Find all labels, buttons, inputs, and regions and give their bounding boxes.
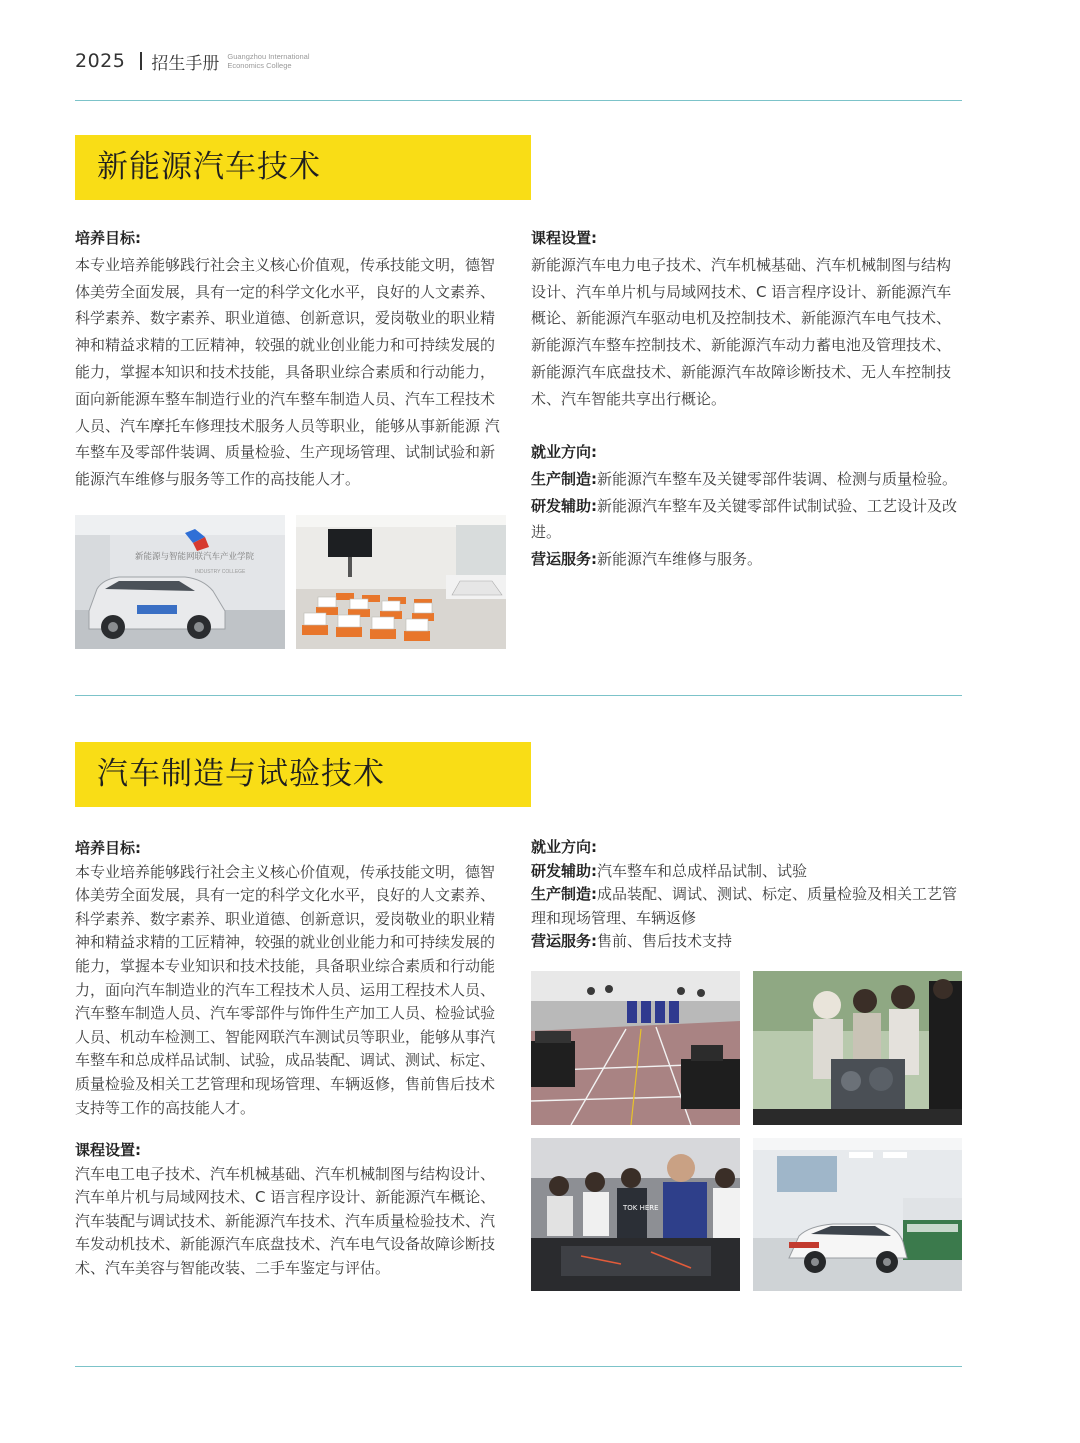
section-2-course-heading: 课程设置: <box>75 1141 141 1159</box>
section-1-goal-text: 本专业培养能够践行社会主义核心价值观，传承技能文明，德智体美劳全面发展，具有一定的科学文化水平，良好的人文素养、科学素养、数字素养、职业道德、创新意识，爱岗敬业的职业精神和精益求精的工匠精神，较强的就业创业能力和可持续发展的能力，掌握本知识和技术技能，具备职业综合素质和行动能力，面向新能源车整车制造行业的汽车整车制造人员、汽车工程技术人员、汽车摩托车修理技术服务人员等职业，能够从事新能源 汽车整车及零部件装调、质量检验、生产现场管理、试制试验和新能源汽车维修与服务等工作的高技能人才。 <box>75 255 500 489</box>
section-1-career-heading: 就业方向: <box>531 443 597 461</box>
section-1-course-heading: 课程设置: <box>531 229 597 247</box>
career-label: 生产制造: <box>531 469 597 488</box>
photo-showroom-car <box>75 515 285 649</box>
section-1-goal <box>75 225 509 493</box>
career-text: 新能源汽车维修与服务。 <box>597 550 763 569</box>
photo-instructor-students <box>531 1138 740 1291</box>
college-en-line2: Economics College <box>227 61 292 70</box>
career-label: 营运服务: <box>531 550 597 569</box>
header-rule <box>75 100 962 101</box>
career-item <box>531 883 963 930</box>
section-2-goal <box>75 837 509 1120</box>
section-1-courses <box>531 225 963 413</box>
page-header <box>75 46 310 76</box>
career-item <box>531 466 963 493</box>
career-label: 营运服务: <box>531 932 597 951</box>
brochure-title: 招生手册 <box>151 53 220 74</box>
section-1-careers <box>531 439 963 573</box>
brochure-year: 2025 <box>75 50 126 72</box>
section-2-goal-text: 本专业培养能够践行社会主义核心价值观，传承技能文明，德智体美劳全面发展，具有一定的科学文化水平，良好的人文素养、科学素养、数字素养、职业道德、创新意识，爱岗敬业的职业精神和精益求精的工匠精神，较强的就业创业能力和可持续发展的能力，掌握本专业知识和技术技能，具备职业综合素质和行动能力，面向汽车制造业的汽车工程技术人员、运用工程技术人员、汽车整车制造人员、汽车零部件与饰件生产加工人员、检验试验人员、机动车检测工、智能网联汽车测试员等职业，能够从事汽车整车和总成样品试制、试验，成品装配、调试、测试、标定、质量检验及相关工艺管理和现场管理、车辆返修，售前售后技术支持等工作的高技能人才。 <box>75 862 496 1117</box>
section-2-goal-heading: 培养目标: <box>75 839 141 857</box>
header-divider <box>140 52 142 70</box>
section-1-banner <box>75 135 531 200</box>
shirt-print: TOK HERE <box>623 1204 659 1212</box>
photo-engine-assembly <box>753 971 962 1125</box>
career-item <box>531 860 963 884</box>
college-english-name <box>227 52 309 70</box>
sign-text: 新能源与智能网联汽车产业学院 <box>135 552 255 562</box>
section-2-title: 汽车制造与试验技术 <box>97 756 385 792</box>
photo-white-car-lab <box>753 1138 962 1291</box>
career-text: 售前、售后技术支持 <box>597 932 733 951</box>
sign-english: INDUSTRY COLLEGE <box>195 569 246 575</box>
photo-classroom-chairs <box>296 515 506 649</box>
career-text: 新能源汽车整车及关键零部件试制试验、工艺设计及改进。 <box>531 496 958 542</box>
section-1-course-text: 新能源汽车电力电子技术、汽车机械基础、汽车机械制图与结构设计、汽车单片机与局域网技术、C 语言程序设计、新能源汽车概论、新能源汽车驱动电机及控制技术、新能源汽车电气技术、新能源汽车整车控制技术、新能源汽车动力蓄电池及管理技术、新能源汽车底盘技术、新能源汽车故障诊断技术、无人车控制技术、汽车智能共享出行概论。 <box>531 255 952 408</box>
career-item <box>531 930 963 954</box>
section-divider <box>75 695 962 696</box>
career-text: 汽车整车和总成样品试制、试验 <box>597 861 808 880</box>
career-text: 成品装配、调试、测试、标定、质量检验及相关工艺管理和现场管理、车辆返修 <box>531 885 958 927</box>
section-2-careers <box>531 836 963 954</box>
career-text: 新能源汽车整车及关键零部件装调、检测与质量检验。 <box>597 469 958 488</box>
section-2-banner <box>75 742 531 807</box>
career-item <box>531 546 963 573</box>
footer-rule <box>75 1366 962 1367</box>
career-item <box>531 493 963 547</box>
career-label: 研发辅助: <box>531 861 597 880</box>
college-en-line1: Guangzhou International <box>227 52 310 61</box>
career-label: 研发辅助: <box>531 496 597 515</box>
section-1-goal-heading: 培养目标: <box>75 229 141 247</box>
section-1-title: 新能源汽车技术 <box>97 149 321 185</box>
career-label: 生产制造: <box>531 885 597 904</box>
section-2-course-text: 汽车电工电子技术、汽车机械基础、汽车机械制图与结构设计、汽车单片机与局域网技术、C 语言程序设计、新能源汽车概论、汽车装配与调试技术、新能源汽车技术、汽车质量检验技术、汽车发动机技术、新能源汽车底盘技术、汽车电气设备故障诊断技术、汽车美容与智能改装、二手车鉴定与评估。 <box>75 1164 496 1277</box>
section-2-career-heading: 就业方向: <box>531 838 597 856</box>
section-2-courses <box>75 1139 509 1281</box>
photo-autonomous-lab <box>531 971 740 1125</box>
